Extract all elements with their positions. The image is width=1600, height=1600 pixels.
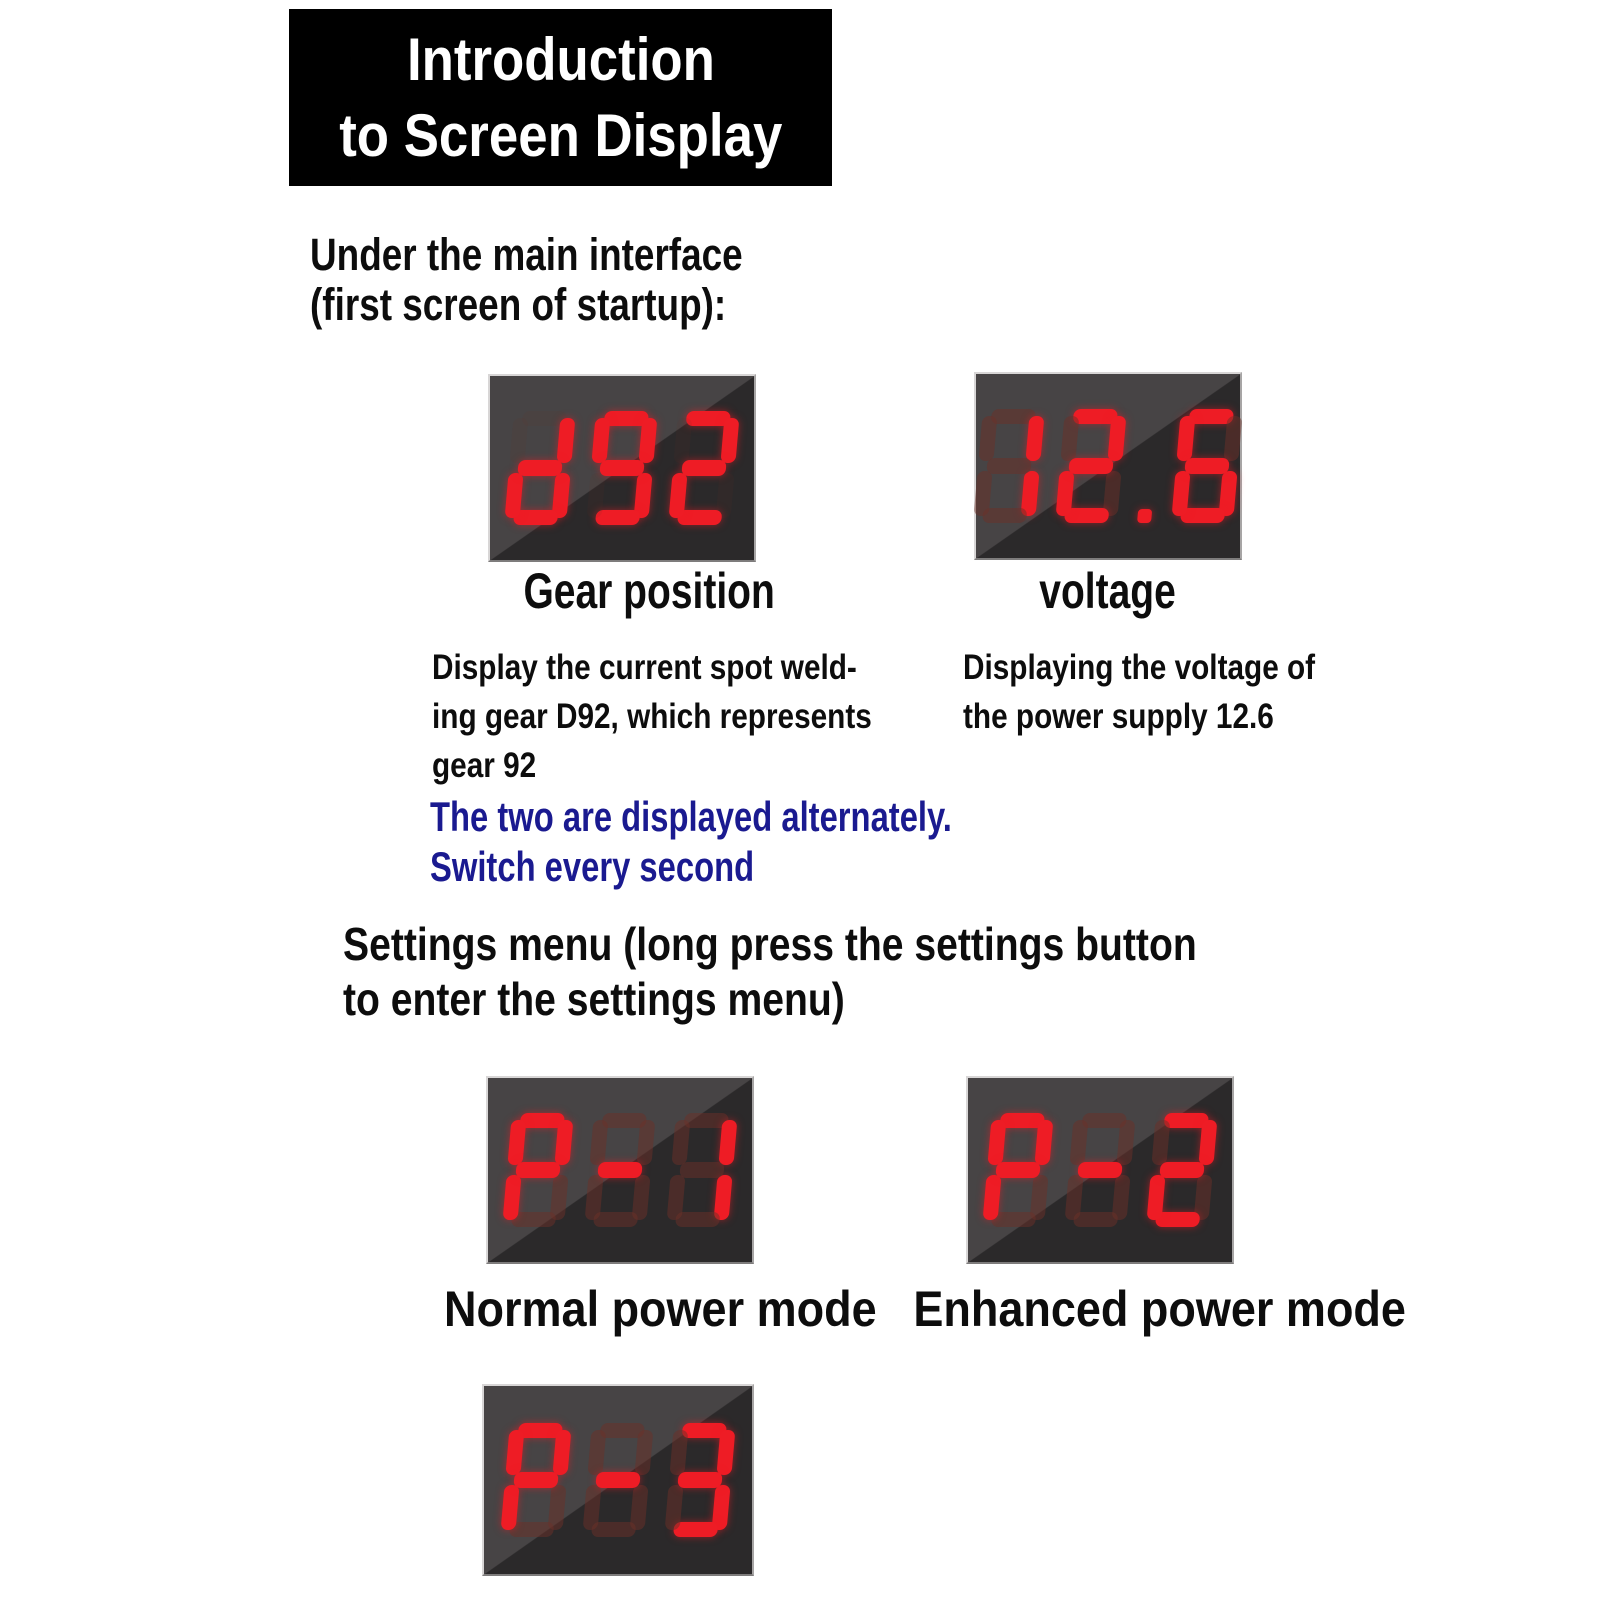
- segment-g-lit: [995, 1162, 1040, 1178]
- seven-segment-digit: [1064, 1113, 1136, 1227]
- title-banner: [289, 9, 832, 186]
- settings-heading-line-1: Settings menu (long press the settings button: [343, 918, 1197, 970]
- settings-heading-line-2: to enter the settings menu): [343, 973, 845, 1025]
- seven-segment-digit: [666, 1113, 738, 1227]
- segment-g-lit: [1184, 458, 1229, 474]
- segment-f-ghost: [587, 1430, 606, 1475]
- segment-f-ghost: [1060, 416, 1079, 461]
- segment-f-lit: [591, 418, 610, 463]
- segment-g-lit: [677, 1472, 722, 1488]
- led-digits: [480, 1078, 760, 1262]
- segment-f-lit: [505, 1430, 524, 1475]
- led-digits: [476, 1386, 760, 1574]
- seven-segment-digit: [973, 409, 1045, 523]
- led-display-mode-p2: [966, 1076, 1234, 1264]
- decimal-point-segment: [1137, 509, 1152, 523]
- mode-label-normal: Normal power mode: [444, 1281, 877, 1337]
- segment-b-lit: [1107, 416, 1126, 461]
- segment-b-lit: [720, 418, 739, 463]
- led-digits: [968, 374, 1248, 558]
- segment-g-lit: [513, 1472, 558, 1488]
- segment-b-lit: [554, 1120, 573, 1165]
- intro-line-1: Under the main interface: [310, 229, 743, 280]
- display-description-voltage: Displaying the voltage of the power supply 12.6: [963, 648, 1316, 736]
- segment-g-lit: [1068, 458, 1113, 474]
- segment-g-lit: [597, 1162, 642, 1178]
- segment-g-lit: [595, 1472, 640, 1488]
- segment-g-lit: [515, 1162, 560, 1178]
- segment-f-ghost: [509, 418, 528, 463]
- seven-segment-digit: [668, 411, 740, 525]
- segment-g-ghost: [679, 1162, 724, 1178]
- display-label-voltage: voltage: [1039, 563, 1177, 619]
- seven-segment-digit: [1146, 1113, 1218, 1227]
- seven-segment-digit: [982, 1113, 1054, 1227]
- segment-b-lit: [716, 1430, 735, 1475]
- segment-f-ghost: [673, 418, 692, 463]
- display-label-gear: Gear position: [523, 563, 775, 619]
- mode-label-enhanced: Enhanced power mode: [913, 1281, 1406, 1337]
- segment-b-lit: [638, 418, 657, 463]
- segment-g-lit: [1077, 1162, 1122, 1178]
- segment-b-ghost: [636, 1120, 655, 1165]
- segment-g-lit: [517, 460, 562, 476]
- led-display-voltage: [974, 372, 1242, 560]
- segment-b-ghost: [1116, 1120, 1135, 1165]
- segment-b-ghost: [634, 1430, 653, 1475]
- title-line-2: to Screen Display: [338, 101, 783, 169]
- seven-segment-digit: [582, 1423, 654, 1537]
- seven-segment-digit: [1171, 409, 1243, 523]
- alternate-note-line-2: Switch every second: [430, 843, 755, 890]
- segment-b-lit: [718, 1120, 737, 1165]
- alternate-note-line-1: The two are displayed alternately.: [430, 793, 952, 840]
- led-display-mode-p3: [482, 1384, 754, 1576]
- segment-f-ghost: [1069, 1120, 1088, 1165]
- display-description-gear: Display the current spot weld- ing gear D92, which represents gear 92: [432, 648, 872, 785]
- seven-segment-digit: [584, 1113, 656, 1227]
- seven-segment-digit: [504, 411, 576, 525]
- settings-menu-heading: [343, 917, 1347, 1027]
- segment-g-lit: [1159, 1162, 1204, 1178]
- segment-f-ghost: [1151, 1120, 1170, 1165]
- segment-g-ghost: [986, 458, 1031, 474]
- segment-b-lit: [556, 418, 575, 463]
- segment-f-ghost: [589, 1120, 608, 1165]
- segment-f-ghost: [669, 1430, 688, 1475]
- intro-text: [310, 230, 838, 330]
- led-digits: [482, 376, 762, 560]
- seven-segment-digit: [586, 411, 658, 525]
- intro-line-2: (first screen of startup):: [310, 279, 727, 330]
- segment-f-lit: [1176, 416, 1195, 461]
- seven-segment-digit: [1055, 409, 1127, 523]
- seven-segment-digit: [502, 1113, 574, 1227]
- seven-segment-digit: [664, 1423, 736, 1537]
- seven-segment-digit: [500, 1423, 572, 1537]
- alternate-note: [430, 792, 1099, 892]
- segment-f-ghost: [671, 1120, 690, 1165]
- segment-b-lit: [552, 1430, 571, 1475]
- segment-b-lit: [1198, 1120, 1217, 1165]
- title-line-1: Introduction: [406, 25, 715, 93]
- segment-f-lit: [987, 1120, 1006, 1165]
- segment-b-ghost: [1223, 416, 1242, 461]
- led-display-gear: [488, 374, 756, 562]
- segment-b-lit: [1034, 1120, 1053, 1165]
- led-digits: [960, 1078, 1240, 1262]
- led-display-mode-p1: [486, 1076, 754, 1264]
- segment-g-lit: [681, 460, 726, 476]
- segment-f-lit: [507, 1120, 526, 1165]
- segment-f-ghost: [978, 416, 997, 461]
- segment-g-lit: [599, 460, 644, 476]
- segment-b-lit: [1025, 416, 1044, 461]
